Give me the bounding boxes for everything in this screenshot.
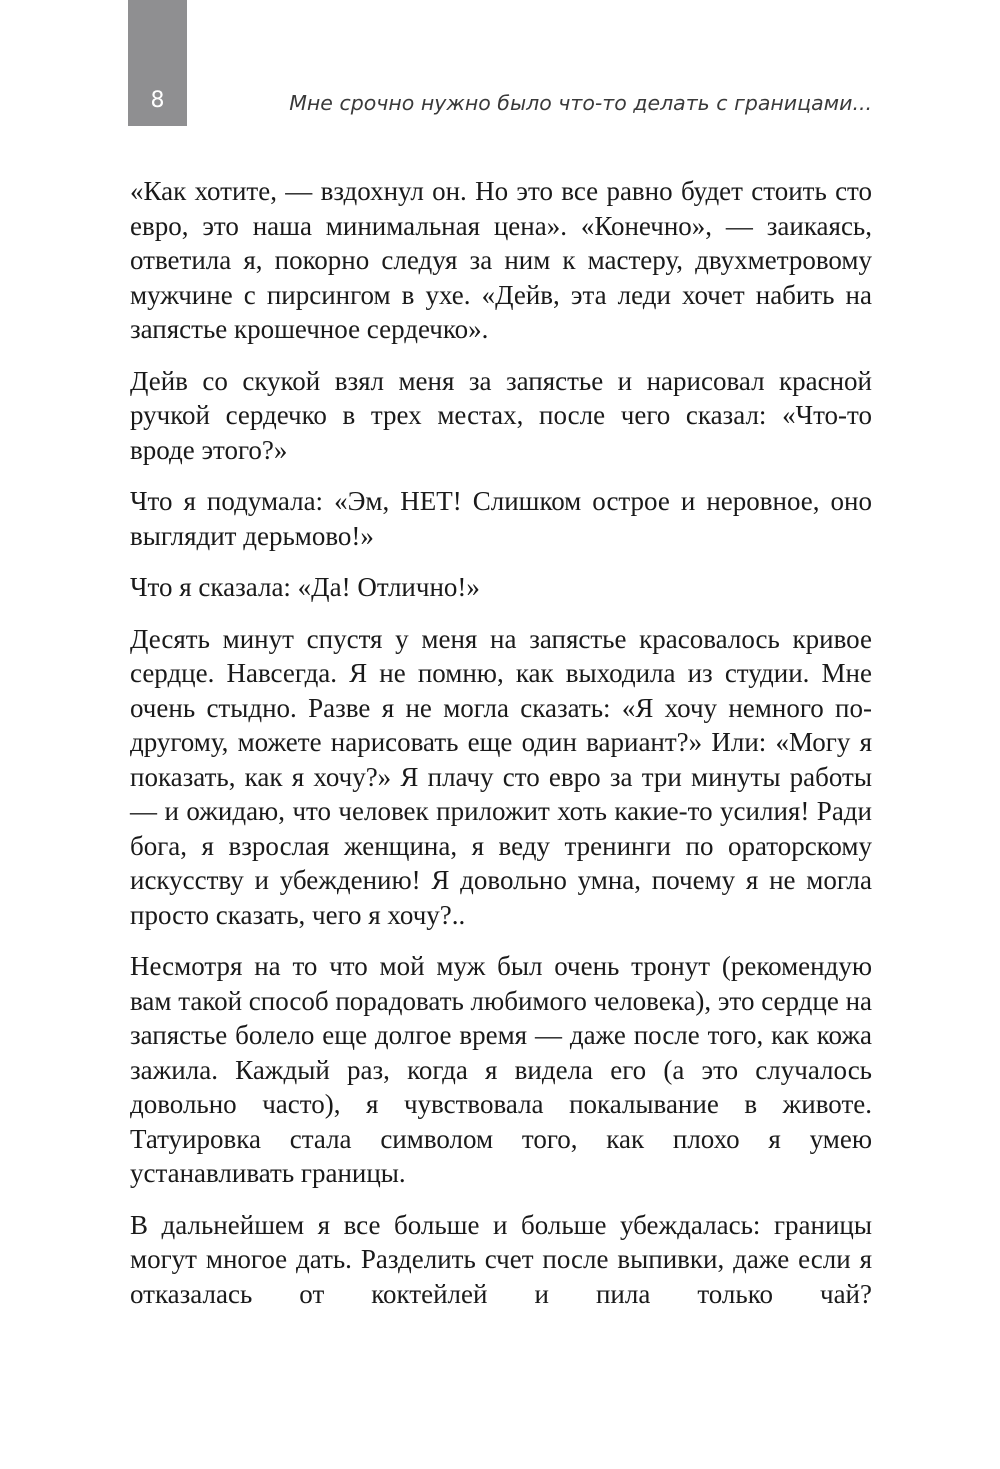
paragraph: Что я сказала: «Да! Отлично!» [130, 572, 480, 602]
body-text [130, 174, 872, 1328]
paragraph: Несмотря на то что мой муж был очень тронут (рекомендую вам такой способ порадовать любимого человека), это сердце на запястье болело еще долгое время — даже после того, как кожа зажила. Каждый раз, когда я видела его (а это случалось довольно часто), я чувствовала покалывание в животе. Татуировка стала символом того, как плохо я умею устанавливать границы. [130, 951, 872, 1188]
paragraph: Дейв со скукой взял меня за запястье и нарисовал красной ручкой сердечко в трех местах, после чего сказал: «Что-то вроде этого?» [130, 365, 872, 465]
paragraph: В дальнейшем я все больше и больше убеждалась: границы могут многое дать. Разделить счет после выпивки, даже если я отказалась от коктейлей и пила только чай? [130, 1209, 872, 1309]
page-number: 8 [150, 88, 165, 113]
running-title: Мне срочно нужно было что-то делать с границами... [289, 91, 872, 115]
page-number-tab [128, 0, 187, 126]
paragraph: Десять минут спустя у меня на запястье красовалось кривое сердце. Навсегда. Я не помню, как выходила из студии. Мне очень стыдно. Разве я не могла сказать: «Я хочу немного по-другому, можете нарисовать еще один вариант?» Или: «Могу я показать, как я хочу?» Я плачу сто евро за три минуты работы — и ожидаю, что человек приложит хоть какие-то усилия! Ради бога, я взрослая женщина, я веду тренинги по ораторскому искусству и убеждению! Я довольно умна, почему я не могла просто сказать, чего я хочу?.. [130, 623, 872, 930]
paragraph: Что я подумала: «Эм, НЕТ! Слишком острое и неровное, оно выглядит дерьмово!» [130, 486, 872, 551]
paragraph: «Как хотите, — вздохнул он. Но это все равно будет стоить сто евро, это наша минимальная цена». «Конечно», — заикаясь, ответила я, покорно следуя за ним к мастеру, двухметровому мужчине с пирсингом в ухе. «Дейв, эта леди хочет набить на запястье крошечное сердечко». [130, 176, 872, 344]
